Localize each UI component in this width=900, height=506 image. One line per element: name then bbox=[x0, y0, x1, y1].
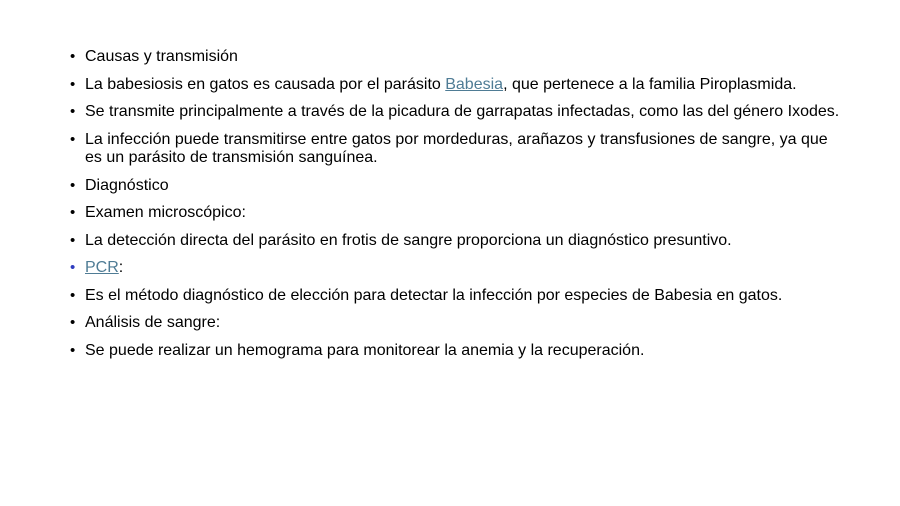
item-text-after: , que pertenece a la familia Piroplasmida. bbox=[503, 75, 797, 93]
item-text: Examen microscópico: bbox=[85, 204, 246, 221]
item-text-after: : bbox=[118, 259, 124, 276]
item-text: Se puede realizar un hemograma para monitorear la anemia y la recuperación. bbox=[85, 341, 645, 359]
list-item-causas bbox=[70, 48, 840, 67]
item-text: Causas y transmisión bbox=[85, 48, 238, 65]
bullet-icon: • bbox=[70, 48, 76, 65]
item-text: Es el método diagnóstico de elección para detectar la infección por especies de Babesia en gatos. bbox=[85, 286, 783, 304]
item-text: Diagnóstico bbox=[85, 176, 169, 194]
bullet-icon: • bbox=[70, 286, 76, 304]
list-item-diagnostico bbox=[70, 177, 840, 196]
item-text-before: La babesiosis en gatos es causada por el parásito bbox=[85, 75, 446, 93]
list-item-transmision-garrapatas bbox=[70, 103, 840, 122]
list-item-metodo-eleccion bbox=[70, 287, 840, 306]
bullet-icon: • bbox=[70, 176, 76, 194]
bullet-icon: • bbox=[70, 75, 76, 93]
list-item-analisis-sangre bbox=[70, 314, 840, 333]
pcr-link[interactable]: PCR bbox=[85, 259, 119, 276]
bullet-icon: • bbox=[70, 130, 76, 148]
bullet-icon: • bbox=[70, 231, 76, 249]
list-item-examen-microscopico bbox=[70, 204, 840, 223]
bullet-list bbox=[70, 48, 840, 369]
item-text: La infección puede transmitirse entre gatos por mordeduras, arañazos y transfusiones de sangre, ya que es un parásito de transmisión sanguínea. bbox=[85, 130, 828, 166]
item-text: Análisis de sangre: bbox=[85, 314, 221, 331]
list-item-deteccion-directa bbox=[70, 232, 840, 251]
list-item-transmision-gatos bbox=[70, 131, 840, 168]
bullet-icon: • bbox=[70, 341, 76, 359]
bullet-icon: • bbox=[70, 314, 76, 331]
list-item-babesiosis bbox=[70, 76, 840, 95]
item-text: Se transmite principalmente a través de la picadura de garrapatas infectadas, como las del género Ixodes. bbox=[85, 103, 840, 120]
list-item-pcr bbox=[70, 259, 840, 278]
bullet-icon: • bbox=[70, 103, 76, 120]
item-text: La detección directa del parásito en frotis de sangre proporciona un diagnóstico presuntivo. bbox=[85, 231, 732, 249]
list-item-hemograma bbox=[70, 342, 840, 361]
bullet-icon: • bbox=[70, 259, 76, 276]
bullet-icon: • bbox=[70, 204, 76, 221]
babesia-link[interactable]: Babesia bbox=[445, 75, 504, 93]
